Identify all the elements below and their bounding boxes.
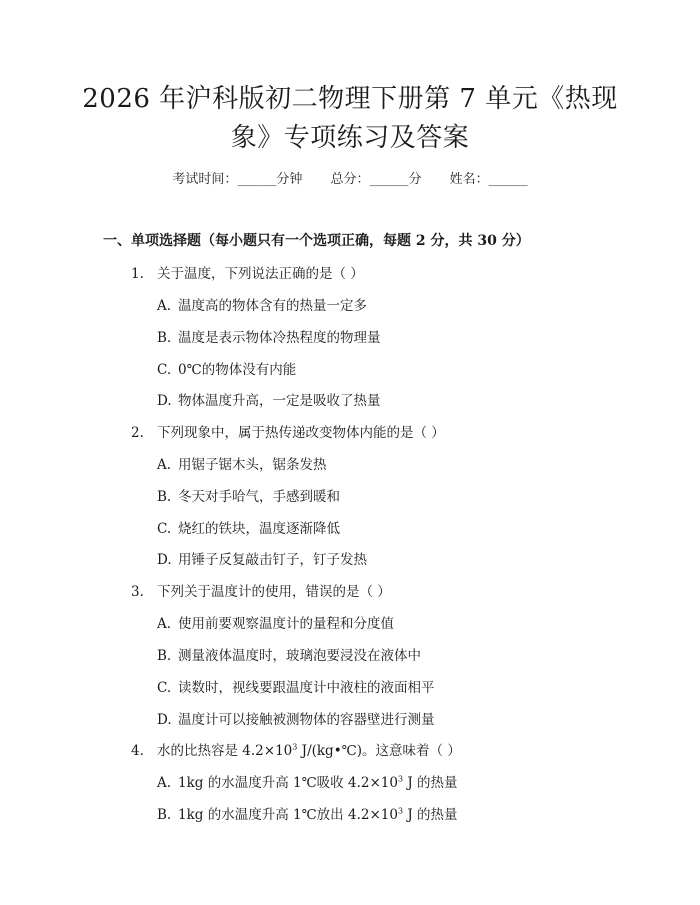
option-letter: D. <box>157 712 172 728</box>
question-stem-pre: 水的比热容是 4.2×10 <box>157 743 293 759</box>
exponent: 3 <box>397 774 404 784</box>
question-3-option-c <box>157 676 435 696</box>
exam-time-field: 考试时间：______分钟 <box>172 172 303 187</box>
option-letter: A. <box>157 457 172 473</box>
option-text: 使用前要观察温度计的量程和分度值 <box>178 616 394 632</box>
option-text: 0℃的物体没有内能 <box>178 362 297 378</box>
option-letter: A. <box>157 616 172 632</box>
option-letter: D. <box>157 552 172 568</box>
question-3-option-d <box>157 708 435 728</box>
option-text: 冬天对手哈气，手感到暖和 <box>178 489 340 505</box>
question-3-option-b <box>157 644 421 664</box>
option-text-post: J 的热量 <box>403 807 458 823</box>
question-4-option-b <box>157 803 458 823</box>
option-text: 物体温度升高，一定是吸收了热量 <box>178 393 381 409</box>
option-text: 温度高的物体含有的热量一定多 <box>178 298 367 314</box>
question-4-option-a <box>157 771 458 791</box>
question-stem: 关于温度，下列说法正确的是（ ） <box>157 266 364 282</box>
option-letter: C. <box>157 362 172 378</box>
option-text: 测量液体温度时，玻璃泡要浸没在液体中 <box>178 648 421 664</box>
option-text: 温度计可以接触被测物体的容器壁进行测量 <box>178 712 435 728</box>
option-text: 用锯子锯木头，锯条发热 <box>178 457 327 473</box>
question-stem-post: J/(kg•℃)。这意味着（ ） <box>297 743 461 759</box>
question-1 <box>131 262 364 282</box>
option-letter: C. <box>157 521 172 537</box>
option-text-post: J 的热量 <box>403 775 458 791</box>
question-1-option-a <box>157 294 367 314</box>
question-4 <box>131 739 461 759</box>
option-letter: A. <box>157 775 172 791</box>
option-text: 读数时，视线要跟温度计中液柱的液面相平 <box>178 680 435 696</box>
question-2-option-c <box>157 517 340 537</box>
question-2-option-a <box>157 453 327 473</box>
question-stem: 下列关于温度计的使用，错误的是（ ） <box>157 584 391 600</box>
option-text-pre: 1kg 的水温度升高 1℃吸收 4.2×10 <box>178 775 398 791</box>
question-number: 2. <box>131 425 144 441</box>
question-number: 4. <box>131 743 144 759</box>
question-3-option-a <box>157 612 394 632</box>
option-letter: B. <box>157 648 172 664</box>
option-letter: C. <box>157 680 172 696</box>
section-title: 一、单项选择题（每小题只有一个选项正确，每题 2 分，共 30 分） <box>103 233 530 249</box>
option-text: 用锤子反复敲击钉子，钉子发热 <box>178 552 367 568</box>
question-1-option-b <box>157 326 381 346</box>
option-text: 烧红的铁块，温度逐渐降低 <box>178 521 340 537</box>
option-letter: A. <box>157 298 172 314</box>
question-2-option-d <box>157 548 367 568</box>
total-score-field: 总分：______分 <box>330 172 422 187</box>
option-letter: D. <box>157 393 172 409</box>
question-1-option-c <box>157 358 296 378</box>
option-text: 温度是表示物体冷热程度的物理量 <box>178 330 381 346</box>
exam-info <box>0 168 700 187</box>
document-title-line1: 2026 年沪科版初二物理下册第 7 单元《热现 <box>82 84 618 114</box>
exponent: 3 <box>292 742 298 752</box>
option-text-pre: 1kg 的水温度升高 1℃放出 4.2×10 <box>178 807 398 823</box>
student-name-field: 姓名：______ <box>449 172 528 187</box>
question-number: 1. <box>131 266 144 282</box>
exponent: 3 <box>397 806 404 816</box>
question-2-option-b <box>157 485 340 505</box>
option-letter: B. <box>157 807 172 823</box>
question-3 <box>131 580 391 600</box>
question-number: 3. <box>131 584 144 600</box>
option-letter: B. <box>157 489 172 505</box>
question-stem: 下列现象中，属于热传递改变物体内能的是（ ） <box>157 425 445 441</box>
option-letter: B. <box>157 330 172 346</box>
question-2 <box>131 421 445 441</box>
question-1-option-d <box>157 389 381 409</box>
document-title-line2: 象》专项练习及答案 <box>230 123 470 153</box>
